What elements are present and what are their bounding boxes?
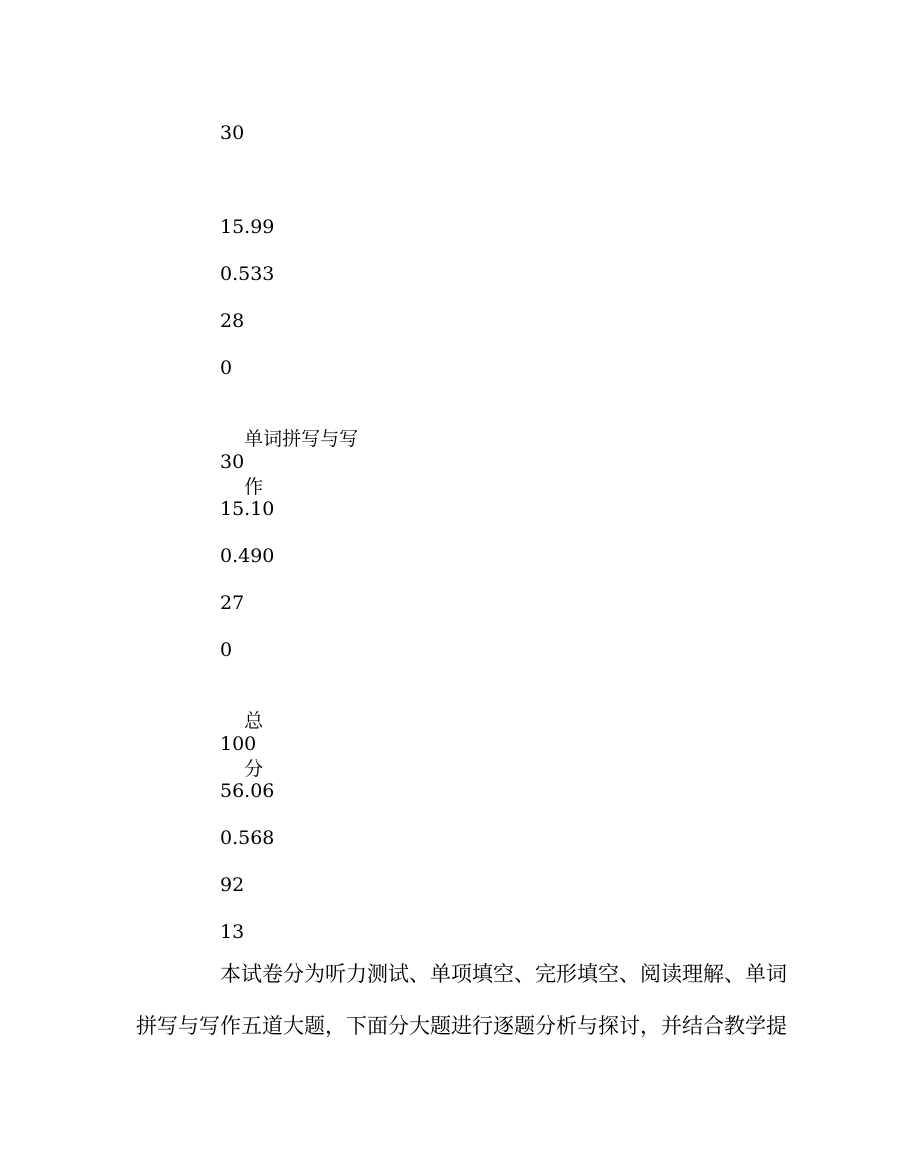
- section-label-part2: 作: [244, 476, 264, 498]
- value-average-section5: 15.10: [220, 498, 275, 520]
- value-ratio-section4: 0.533: [220, 263, 275, 285]
- section-label-part1: 单词拼写与写: [244, 428, 359, 450]
- value-total-ratio: 0.568: [220, 827, 275, 849]
- value-max-section5: 27: [220, 592, 245, 614]
- value-max-section4: 28: [220, 310, 245, 332]
- paragraph-line-2: 拼写与写作五道大题，下面分大题进行逐题分析与探讨，并结合教学提: [136, 1014, 787, 1038]
- value-min-section5: 0: [220, 639, 233, 661]
- value-min-section4: 0: [220, 357, 233, 379]
- value-total-min: 13: [220, 921, 245, 943]
- value-average-section4: 15.99: [220, 216, 275, 238]
- value-total-score-section4: 30: [220, 122, 245, 144]
- total-label-part2: 分: [244, 758, 264, 780]
- value-total-max: 92: [220, 874, 245, 896]
- value-ratio-section5: 0.490: [220, 545, 275, 567]
- total-label-part1: 总: [244, 710, 264, 732]
- paragraph-line-1: 本试卷分为听力测试、单项填空、完形填空、阅读理解、单词: [220, 962, 787, 986]
- value-total-score-section5: 30: [220, 451, 245, 473]
- value-total-full-score: 100: [220, 733, 257, 755]
- value-total-average: 56.06: [220, 780, 275, 802]
